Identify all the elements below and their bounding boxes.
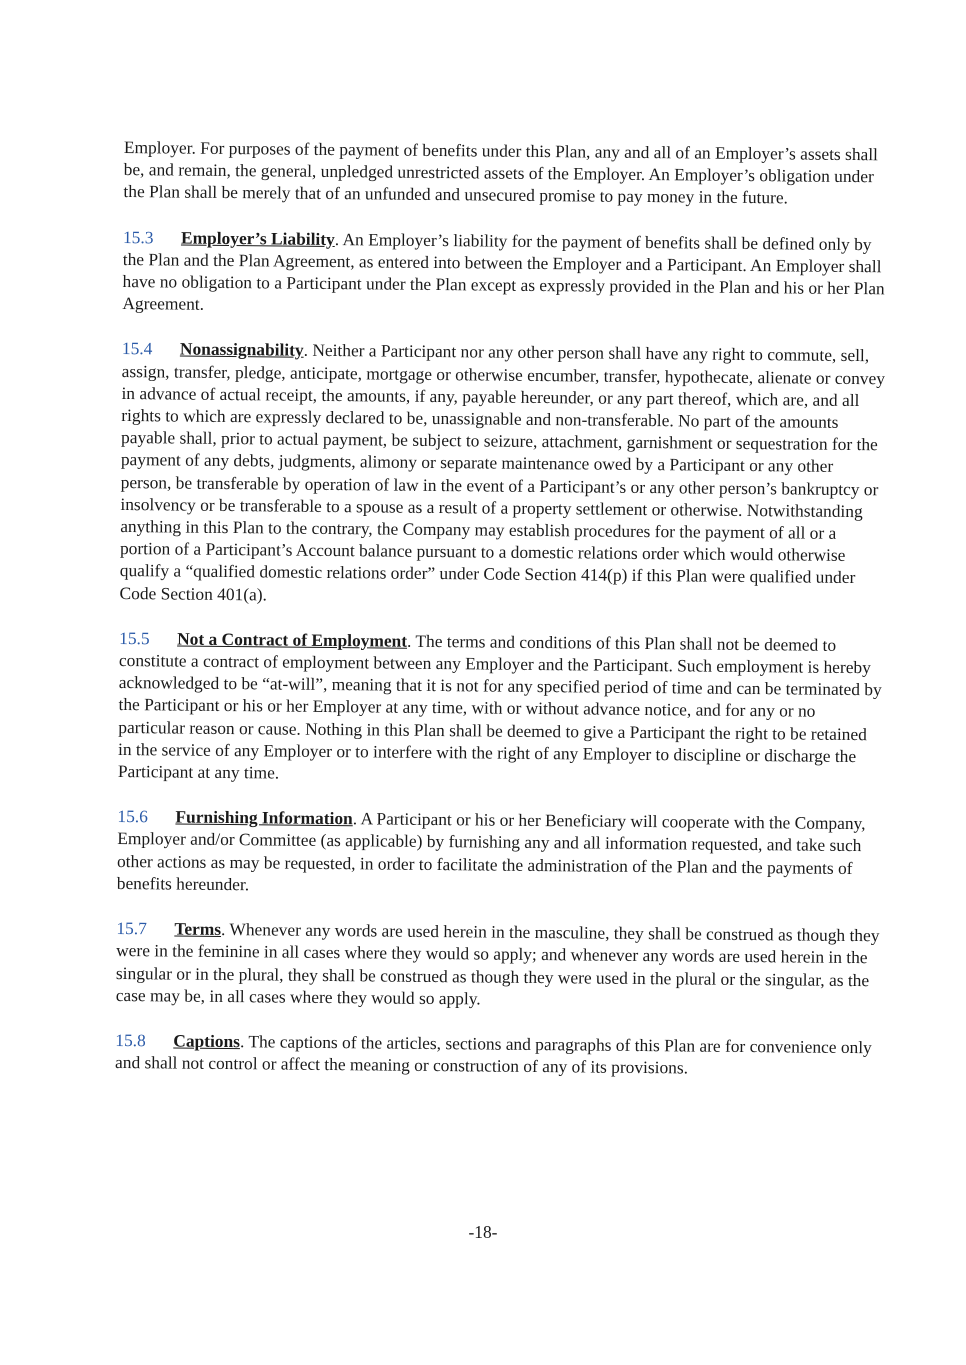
section-heading: Employer’s Liability [180, 227, 335, 249]
section-heading: Terms [174, 918, 222, 940]
section-number: 15.5 [119, 627, 150, 649]
section-15-6 [117, 805, 884, 901]
page-number: -18- [468, 1222, 498, 1242]
section-body: . The terms and conditions of this Plan shall not be deemed to constitute a contract of employment between any Employer and the Participant. Such employment is hereby acknowledged to be “at-will”, meaning that it is not for any specified period of time and can be terminated by the Participant or his or her Employer at any time, with or without advance notice, and for any or no particular reason or cause. Nothing in this Plan shall be deemed to give a Participant the right to be retained in the service of any Employer or to interfere with the right of any Employer to discipline or discharge the Participant at any time. [117, 630, 882, 783]
section-number: 15.7 [116, 918, 147, 939]
section-number: 15.6 [117, 806, 149, 827]
section-15-8 [115, 1029, 881, 1081]
section-heading: Not a Contract of Employment [177, 628, 408, 651]
section-body: . An Employer’s liability for the payment of benefits shall be defined only by the Plan and the Plan Agreement, as entered into between the Employer and a Participant. An Employer shall have no obligation to a Participant under the Plan except as expressly provided in the Plan and his or her Plan Agreement. [122, 228, 885, 314]
section-body: . Neither a Participant nor any other person shall have any right to commute, sell, assign, transfer, pledge, anticipate, mortgage or otherwise encumber, transfer, hypothecate, alienate or convey in advance of actual receipt, the amounts, if any, payable hereunder, or any part thereof, which are, and all rights to which are expressly declared to be, unassignable and non-transferable. No part of the amounts payable shall, prior to actual payment, be subject to seizure, attachment, garnishment or sequestration for the payment of any debts, judgments, alimony or separate maintenance owed by a Participant or any other person, be transferable by operation of law in the event of a Participant’s or any other person’s bankruptcy or insolvency or be transferable to a spouse as a result of a property settlement or otherwise. Notwithstanding anything in this Plan to the contrary, the Company may establish procedures for the payment of all or a portion of a Participant’s Account balance pursuant to a domestic relations order which would otherwise qualify a “qualified domestic relations order” under Code Section 414(p) if this Plan were qualified under Code Section 401(a). [119, 340, 886, 605]
section-body: . Whenever any words are used herein in the masculine, they shall be construed as though they were in the feminine in all cases where they would so apply; and whenever any words are used herein in the singular or in the plural, they shall be construed as though they were used in the plural or the singular, as the case may be, in all cases where they would so apply. [115, 919, 880, 1009]
section-heading: Furnishing Information [175, 806, 353, 829]
section-15-7 [116, 917, 883, 1013]
section-heading: Captions [173, 1030, 241, 1052]
section-15-3 [122, 226, 889, 322]
document-page [115, 136, 890, 1104]
section-number: 15.4 [121, 338, 153, 359]
section-15-5 [118, 627, 885, 790]
section-number: 15.8 [115, 1029, 146, 1051]
section-heading: Nonassignability [179, 338, 304, 361]
section-body: . A Participant or his or her Beneficiary will cooperate with the Company, Employer and/or Committee (as applicable) by furnishing any and all information requested, and take such other actions as may be requested, in order to facilitate the administration of the Plan and the payments of benefits hereunder. [116, 808, 866, 895]
section-body: . The captions of the articles, sections and paragraphs of this Plan are for convenience only and shall not control or affect the meaning or construction of any of its provisions. [115, 1031, 872, 1078]
section-15-4 [120, 337, 889, 611]
continued-paragraph: Employer. For purposes of the payment of benefits under this Plan, any and all of an Employer’s assets shall be, and remain, the general, unpledged unrestricted assets of the Employer. An Employer’s obligation under the Plan shall be merely that of an unfunded and unsecured promise to pay money in the future. [123, 136, 879, 208]
section-number: 15.3 [122, 226, 154, 247]
